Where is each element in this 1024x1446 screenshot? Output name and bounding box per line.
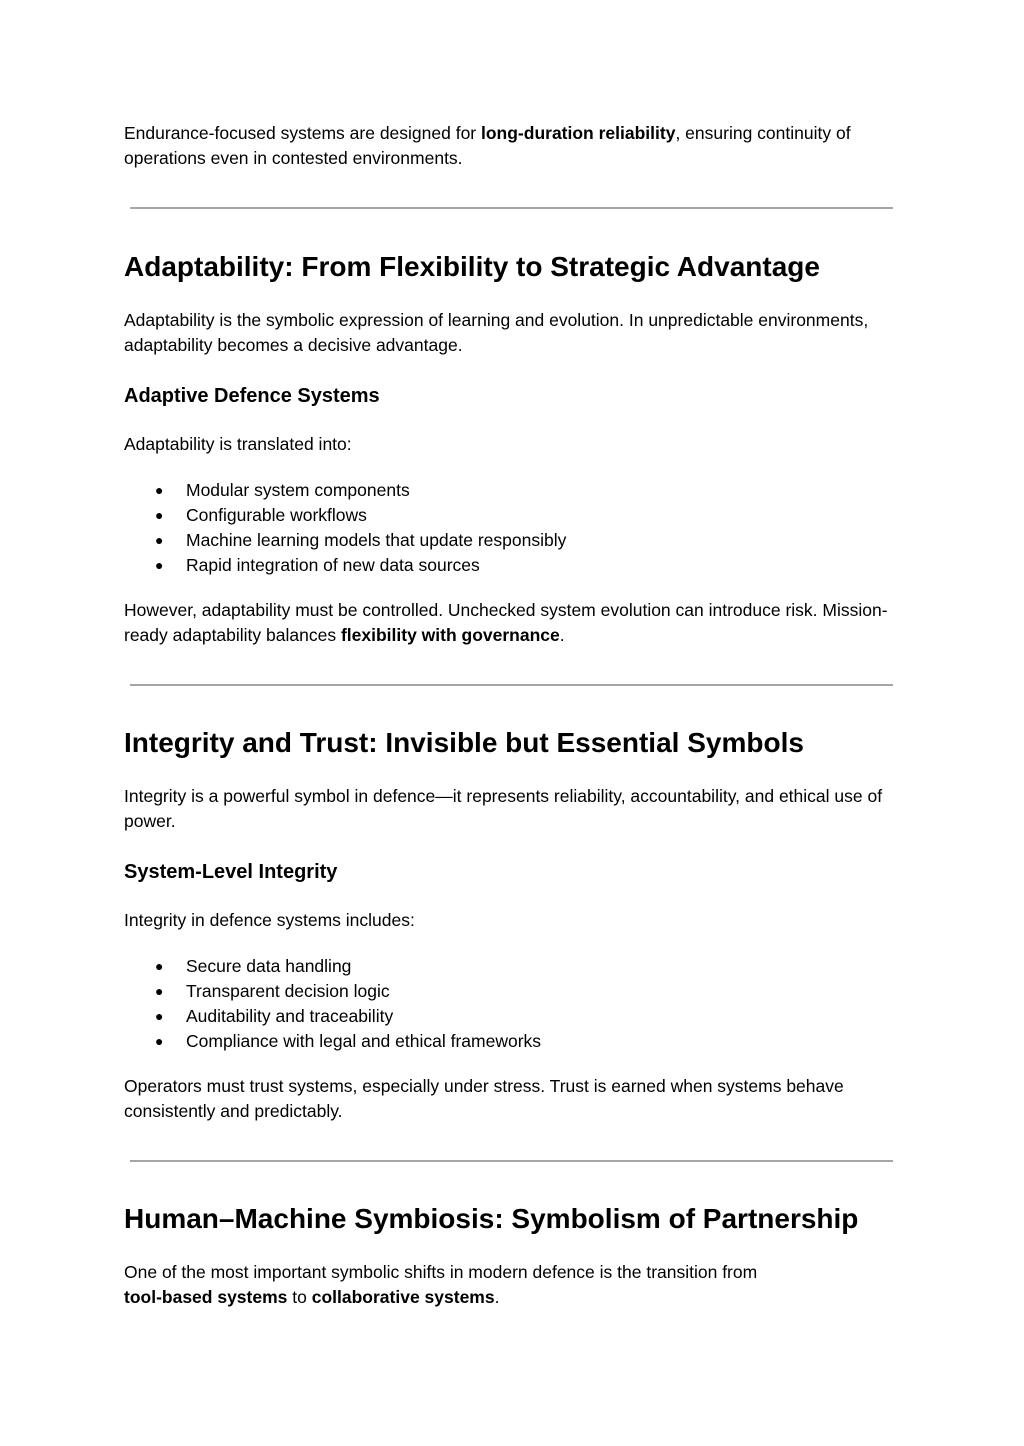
intro-paragraph (124, 121, 894, 171)
adaptability-closing-end: . (559, 625, 565, 645)
adaptability-intro: Adaptability is the symbolic expression of learning and evolution. In unpredictable environments, adaptability becomes a decisive advantage. (124, 310, 869, 355)
section-divider (130, 684, 893, 686)
heading-integrity: Integrity and Trust: Invisible but Essential Symbols (124, 727, 804, 758)
integrity-list (124, 954, 894, 1054)
integrity-lead: Integrity in defence systems includes: (124, 910, 415, 930)
symbiosis-bold-tool: tool-based systems (124, 1287, 288, 1307)
subheading-adaptive-defence: Adaptive Defence Systems (124, 385, 380, 407)
adaptability-closing-text: However, adaptability must be controlled. Unchecked system evolution can introduce risk. Mission-ready adaptability balances (124, 600, 888, 645)
adaptability-closing (124, 598, 894, 648)
symbiosis-intro (124, 1260, 894, 1310)
intro-bold: long-duration reliability (481, 123, 676, 143)
list-item: ● Secure data handling (124, 954, 894, 979)
intro-text: Endurance-focused systems are designed for (124, 123, 481, 143)
list-item: ● Compliance with legal and ethical frameworks (124, 1029, 894, 1054)
list-item: ● Machine learning models that update responsibly (124, 528, 894, 553)
list-item: ● Auditability and traceability (124, 1004, 894, 1029)
section-divider (130, 207, 893, 209)
section-divider (130, 1160, 893, 1162)
list-item: ● Configurable workflows (124, 503, 894, 528)
subheading-system-integrity: System-Level Integrity (124, 861, 338, 883)
list-item: ● Rapid integration of new data sources (124, 553, 894, 578)
symbiosis-intro-text: One of the most important symbolic shifts in modern defence is the transition from (124, 1262, 758, 1282)
symbiosis-bold-collab: collaborative systems (311, 1287, 495, 1307)
list-item: ● Transparent decision logic (124, 979, 894, 1004)
adaptability-closing-bold: flexibility with governance (340, 625, 560, 645)
list-item: ● Modular system components (124, 478, 894, 503)
integrity-closing: Operators must trust systems, especially under stress. Trust is earned when systems behave consistently and predictably. (124, 1076, 844, 1121)
heading-symbiosis: Human–Machine Symbiosis: Symbolism of Partnership (124, 1203, 859, 1234)
integrity-intro: Integrity is a powerful symbol in defence—it represents reliability, accountability, and ethical use of power. (124, 786, 883, 831)
symbiosis-mid-text: to (287, 1287, 312, 1307)
adaptability-lead: Adaptability is translated into: (124, 434, 352, 454)
heading-adaptability: Adaptability: From Flexibility to Strategic Advantage (124, 251, 820, 282)
symbiosis-end-text: . (494, 1287, 500, 1307)
intro-text-end: , ensuring continuity of operations even in contested environments. (124, 123, 851, 168)
adaptability-list (124, 478, 894, 578)
